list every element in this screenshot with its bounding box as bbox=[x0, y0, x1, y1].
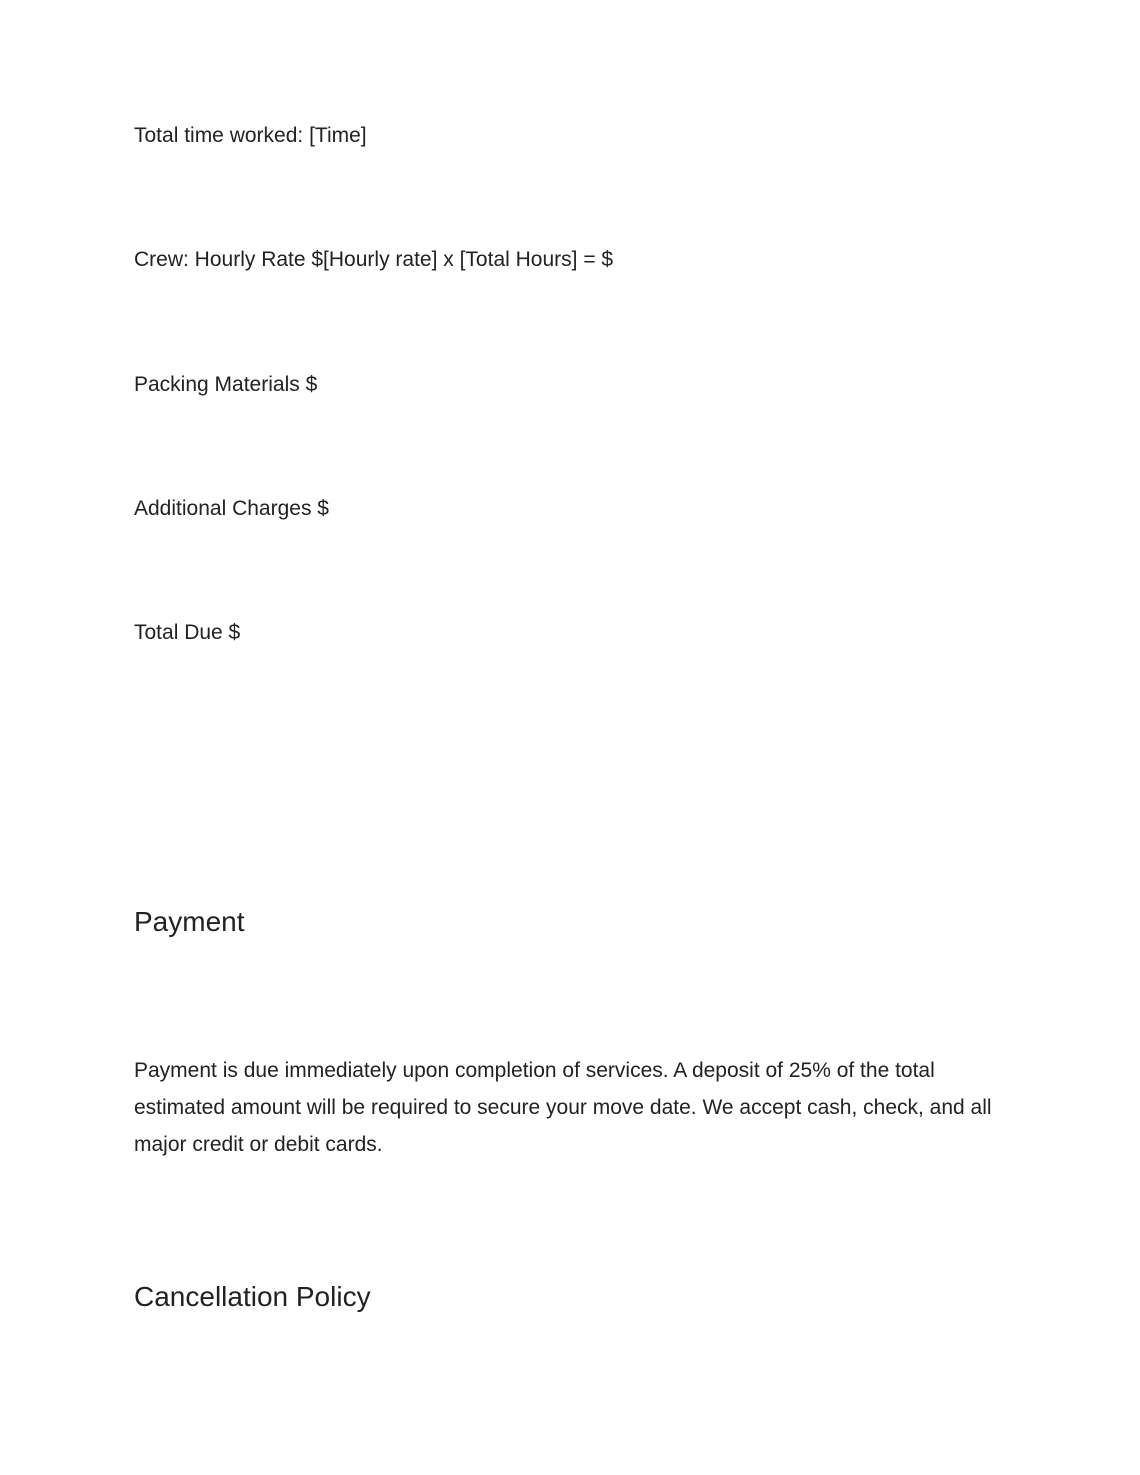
crew-hourly-rate: Crew: Hourly Rate $[Hourly rate] x [Total Hours] = $ bbox=[134, 248, 614, 271]
packing-materials: Packing Materials $ bbox=[134, 373, 318, 396]
total-time-worked: Total time worked: [Time] bbox=[134, 124, 367, 147]
total-due: Total Due $ bbox=[134, 621, 241, 644]
cancellation-policy-heading: Cancellation Policy bbox=[134, 1281, 371, 1312]
additional-charges: Additional Charges $ bbox=[134, 497, 329, 520]
payment-heading: Payment bbox=[134, 906, 245, 937]
payment-paragraph: Payment is due immediately upon completion of services. A deposit of 25% of the total estimated amount will be required to secure your move date. We accept cash, check, and all major credit or debit cards. bbox=[134, 1059, 992, 1156]
